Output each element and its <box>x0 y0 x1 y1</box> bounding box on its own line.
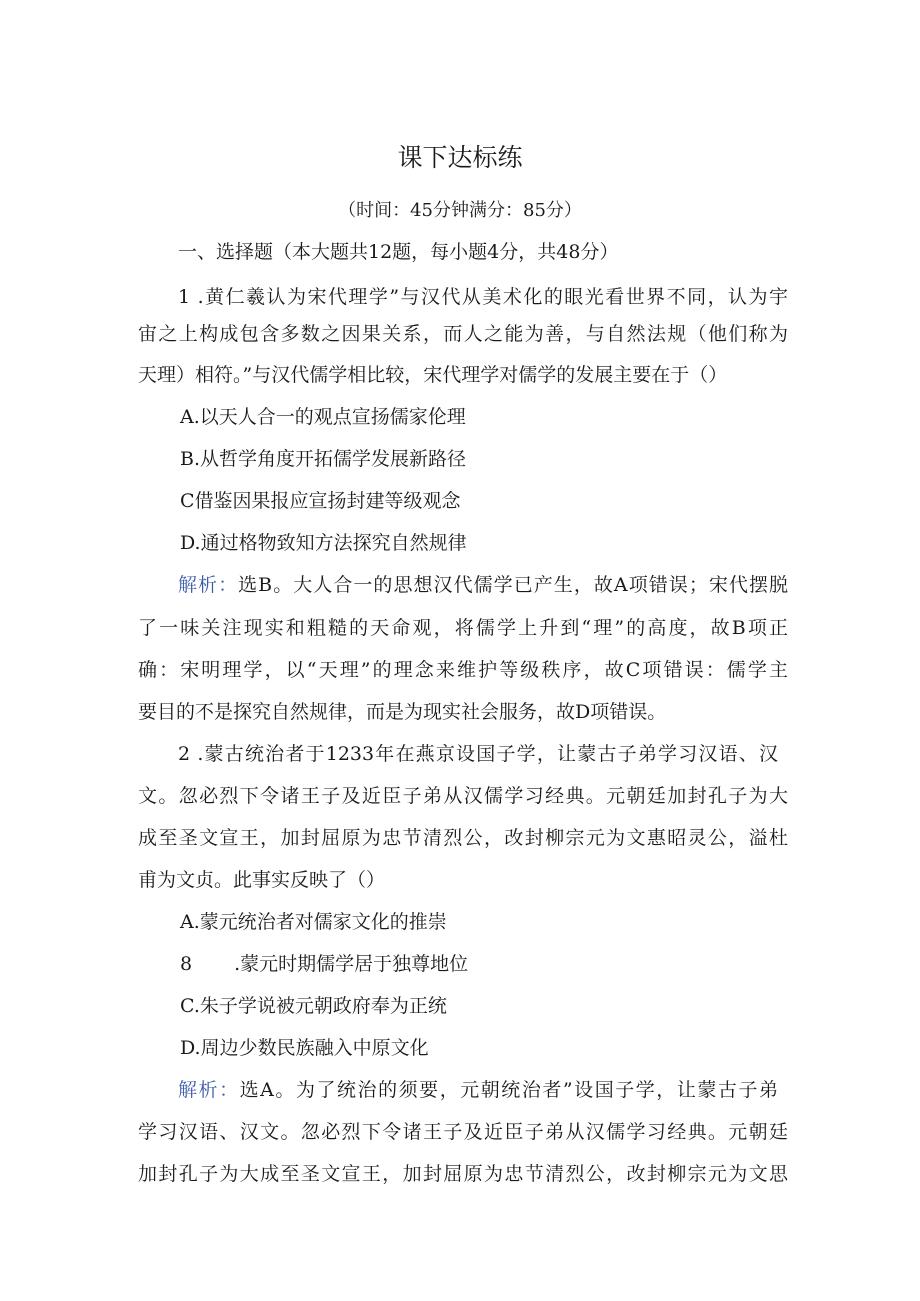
option-b-number: 8 <box>180 953 193 975</box>
option-b-text: .蒙元时期儒学居于独尊地位 <box>234 953 469 975</box>
question-2-line: 文。忽必烈下令诸王子及近臣子弟从汉儒学习经典。元朝廷加封孔子为大 <box>138 785 788 807</box>
question-2-analysis-line <box>178 1076 778 1104</box>
question-1-line: 1 .黄仁羲认为宋代理学”与汉代从美术化的眼光看世界不同，认为宇 <box>178 286 788 308</box>
question-2-option-a: A.蒙元统治者对儒家文化的推崇 <box>180 911 447 933</box>
question-1-analysis-line: 要目的不是探究自然规律，而是为现实社会服务，故D项错误。 <box>138 701 667 723</box>
question-2-line: 2 .蒙古统治者于1233年在燕京设国子学，让蒙古子弟学习汉语、汉 <box>178 743 778 765</box>
question-1-option-b: B.从哲学角度开拓儒学发展新路径 <box>180 448 467 470</box>
analysis-label: 解析： <box>178 1079 240 1101</box>
question-1-analysis-line <box>178 571 788 599</box>
analysis-label: 解析： <box>178 574 239 596</box>
question-1-option-c: C借鉴因果报应宣扬封建等级观念 <box>180 490 461 512</box>
section-heading: 一、选择题（本大题共12题，每小题4分，共48分） <box>178 241 619 263</box>
time-score-info: （时间：45分钟满分：85分） <box>338 200 582 221</box>
analysis-text: 选B。大人合一的思想汉代儒学已产生，故A项错误；宋代摆脱 <box>238 574 788 596</box>
analysis-text: 选A。为了统治的须要，元朝统治者”设国子学，让蒙古子弟 <box>239 1079 778 1101</box>
question-2-analysis-line: 加封孔子为大成至圣文宣王，加封屈原为忠节清烈公，改封柳宗元为文思 <box>138 1163 788 1185</box>
question-2-line: 甫为文贞。此事实反映了（） <box>138 869 386 891</box>
question-1-line: 宙之上构成包含多数之因果关系，而人之能为善，与自然法规（他们称为 <box>138 323 788 345</box>
question-1-analysis-line: 确：宋明理学，以“天理”的理念来维护等级秩序，故C项错误：儒学主 <box>138 659 788 681</box>
question-2-analysis-line: 学习汉语、汉文。忽必烈下令诸王子及近臣子弟从汉儒学习经典。元朝廷 <box>138 1121 788 1143</box>
question-2-option-d: D.周边少数民族融入中原文化 <box>180 1037 429 1059</box>
question-1-line: 天理）相符。”与汉代儒学相比较，宋代理学对儒学的发展主要在于（） <box>138 364 728 386</box>
question-1-option-d: D.通过格物致知方法探究自然规律 <box>180 532 467 554</box>
question-2-option-c: C.朱子学说被元朝政府奉为正统 <box>180 995 447 1017</box>
question-2-option-b <box>180 950 830 978</box>
question-1-option-a: A.以天人合一的观点宣扬儒家伦理 <box>180 406 466 428</box>
page-title: 课下达标练 <box>397 143 523 172</box>
question-1-analysis-line: 了一味关注现实和粗糙的天命观，将儒学上升到“理”的高度，故B项正 <box>138 617 788 639</box>
question-2-line: 成至圣文宣王，加封屈原为忠节清烈公，改封柳宗元为文惠昭灵公，溢杜 <box>138 827 788 849</box>
